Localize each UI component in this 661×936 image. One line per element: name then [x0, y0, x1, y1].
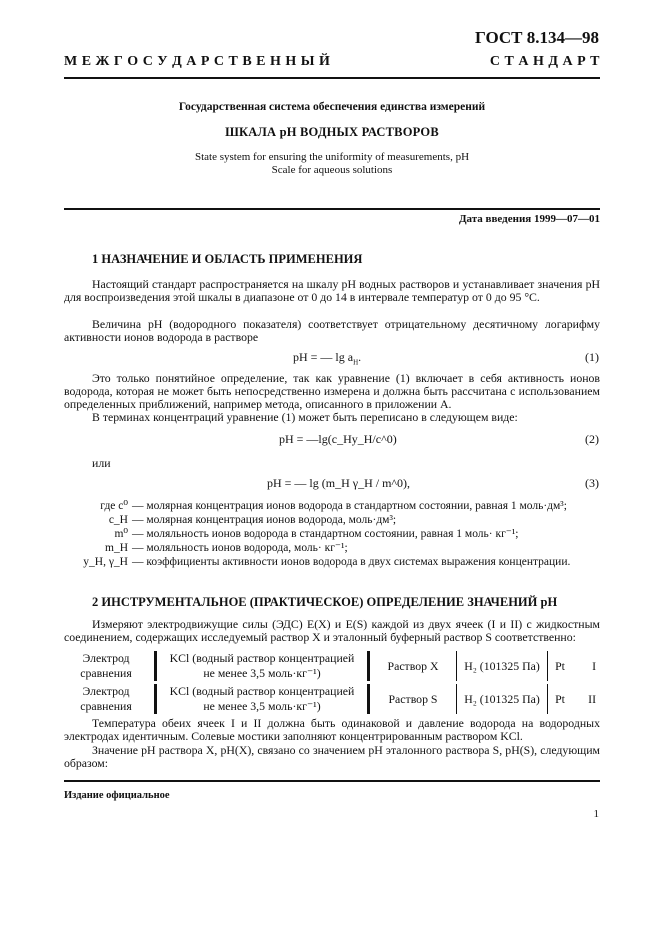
cell-number: I	[592, 658, 596, 673]
section-2-paragraph-1: Измеряют электродвижущие силы (ЭДС) E(X) и E(S) каждой из двух ячеек (I и II) с жидкостным соединением, содержащих исследуемый раствор X и эталонный буферный раствор S соответственно:	[64, 617, 600, 645]
definition-row: y_H, γ_H — коэффициенты активности ионов водорода в двух системах выражения концентрации.	[83, 556, 571, 568]
hydrogen-gas: H₂ (101325 Па)	[464, 658, 540, 673]
equation-2-number: (2)	[585, 432, 599, 446]
section-2-paragraph-3: Значение pH раствора X, pH(X), связано со значением pH эталонного раствора S, pH(S), следующим образом:	[64, 743, 600, 771]
standard-solution: Раствор S	[388, 691, 438, 706]
platinum-electrode: Pt	[555, 691, 565, 706]
footer-rule	[64, 780, 600, 782]
section-1-heading: 1 НАЗНАЧЕНИЕ И ОБЛАСТЬ ПРИМЕНЕНИЯ	[92, 252, 363, 266]
reference-electrode: Электрод сравнения	[80, 684, 132, 713]
kcl-bridge: KCl (водный раствор концентрацией не менее 3,5 моль·кг⁻¹)	[169, 684, 355, 713]
cell-scheme-1	[64, 651, 600, 681]
reference-electrode: Электрод сравнения	[80, 651, 132, 680]
section-1-paragraph-1: Настоящий стандарт распространяется на шкалу pH водных растворов и устанавливает значения pH для воспроизведения этой шкалы в диапазоне от 0 до 14 в интервале температур от 0 до 95 °С.	[64, 277, 600, 305]
definitions-list	[64, 499, 570, 569]
english-title-line-2: Scale for aqueous solutions	[271, 164, 393, 176]
document-title: ШКАЛА pH ВОДНЫХ РАСТВОРОВ	[225, 125, 439, 139]
header-rule	[64, 77, 600, 79]
banner-left: М Е Ж Г О С У Д А Р С Т В Е Н Н Ы Й	[64, 54, 331, 69]
page-number: 1	[593, 808, 599, 820]
equation-3-number: (3)	[585, 476, 599, 490]
definition-row: m⁰ — моляльность ионов водорода в стандартном состоянии, равная 1 моль· кг⁻¹;	[114, 528, 519, 540]
kcl-bridge: KCl (водный раствор концентрацией не менее 3,5 моль·кг⁻¹)	[169, 651, 355, 680]
section-1-paragraph-3: Это только понятийное определение, так как уравнение (1) включает в себя активность ионов водорода, которая не может быть непосредственно измерена и должна быть рассчитана с использованием определенных приближений, например метода, описанного в приложении А.	[64, 371, 600, 412]
definition-row: где c⁰ — молярная концентрация ионов водорода в стандартном состоянии, равная 1 моль·дм³;	[100, 500, 567, 512]
equation-3: pH = — lg (m_H γ_H / m^0),	[267, 476, 411, 490]
or-word: или	[92, 456, 111, 470]
banner-right: С Т А Н Д А Р Т	[489, 54, 600, 69]
section-1-paragraph-2: Величина pH (водородного показателя) соответствует отрицательному десятичному логарифму активности ионов водорода в растворе	[64, 317, 600, 345]
official-edition-label: Издание официальное	[64, 790, 170, 801]
section-2-paragraph-2: Температура обеих ячеек I и II должна быть одинаковой и давление водорода на водородных электродах идентичным. Солевые мостики заполняют концентрированным раствором KCl.	[64, 716, 600, 744]
platinum-electrode: Pt	[555, 658, 565, 673]
system-title: Государственная система обеспечения единства измерений	[178, 101, 486, 113]
equation-2: pH = —lg(c_Hy_H/c^0)	[279, 432, 397, 446]
english-title-line-1: State system for ensuring the uniformity of measurements, pH	[194, 151, 470, 163]
equation-1: pH = — $\lg a_H$.	[293, 350, 362, 367]
definition-row: m_H — моляльность ионов водорода, моль· кг⁻¹;	[105, 542, 348, 554]
standard-banner	[64, 54, 600, 70]
test-solution: Раствор X	[387, 658, 439, 673]
definition-row: c_H — молярная концентрация ионов водорода, моль·дм³;	[108, 514, 397, 526]
title-rule	[64, 208, 600, 210]
section-2-heading: 2 ИНСТРУМЕНТАЛЬНОЕ (ПРАКТИЧЕСКОЕ) ОПРЕДЕЛЕНИЕ ЗНАЧЕНИЙ pH	[92, 595, 558, 609]
cell-scheme-2	[64, 684, 600, 714]
section-1-paragraph-4: В терминах концентраций уравнение (1) может быть переписано в следующем виде:	[92, 410, 518, 424]
english-title	[64, 151, 600, 177]
introduction-date: Дата введения 1999—07—01	[458, 213, 600, 225]
equation-1-number: (1)	[585, 350, 599, 364]
standard-number: ГОСТ 8.134—98	[475, 28, 599, 47]
hydrogen-gas: H₂ (101325 Па)	[464, 691, 540, 706]
cell-number: II	[588, 691, 596, 706]
